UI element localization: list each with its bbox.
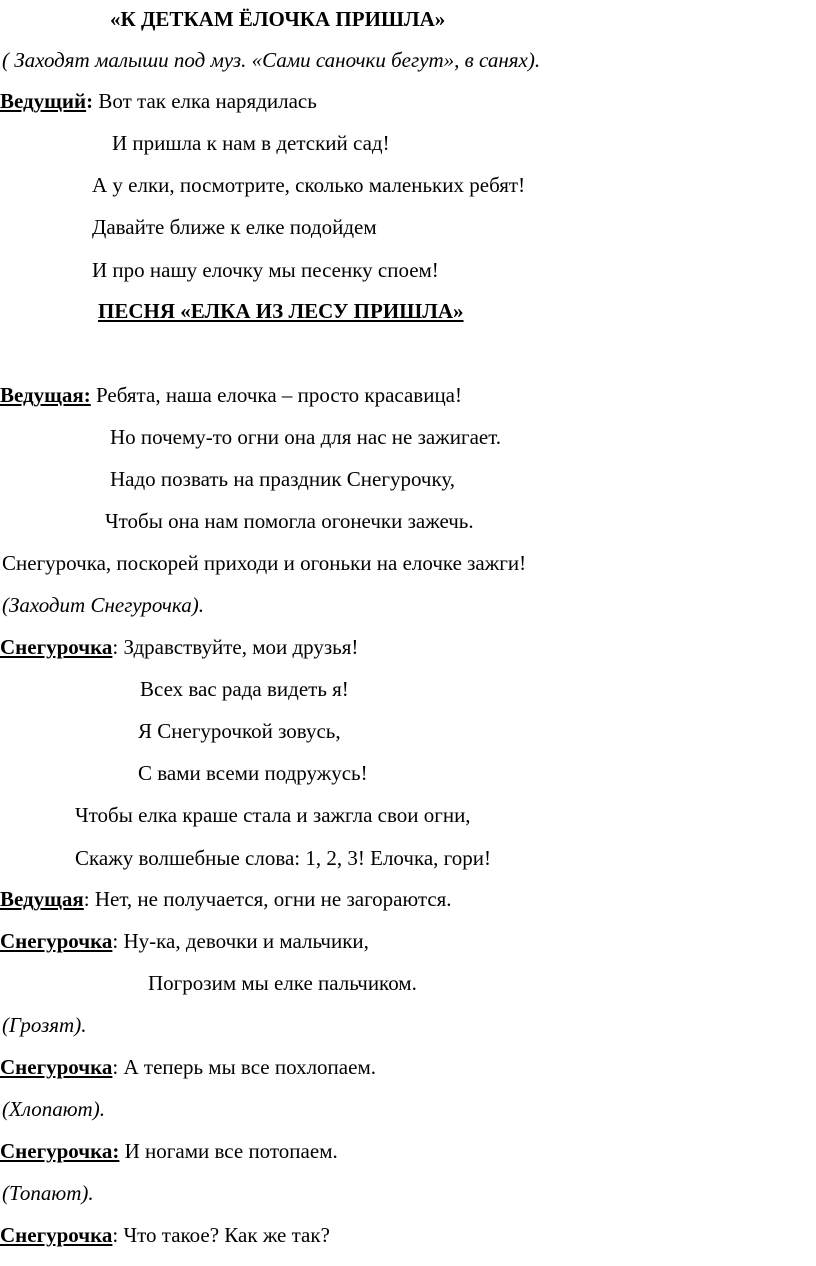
speech-line: Надо позвать на праздник Снегурочку, (110, 467, 456, 491)
speaker-name: Снегурочка (0, 1223, 113, 1247)
speech-text: : Что такое? Как же так? (112, 1223, 330, 1247)
speech-line: Скажу волшебные слова: 1, 2, 3! Елочка, гори! (75, 846, 491, 870)
stage-direction: (Грозят). (2, 1013, 87, 1037)
speech-line (0, 1222, 330, 1248)
speech-line (0, 88, 317, 114)
speech-line (0, 1054, 376, 1080)
speech-line: Я Снегурочкой зовусь, (138, 719, 341, 743)
speech-text: : Здравствуйте, мои друзья! (112, 635, 359, 659)
speech-line: Но почему-то огни она для нас не зажигает. (110, 425, 502, 449)
speech-text: Ребята, наша елочка – просто красавица! (90, 383, 462, 407)
speaker-colon: : (86, 89, 94, 113)
speech-text: И ногами все потопаем. (119, 1139, 338, 1163)
document-title: «К ДЕТКАМ ЁЛОЧКА ПРИШЛА» (110, 7, 446, 31)
speech-line: Чтобы елка краше стала и зажгла свои огни, (75, 803, 471, 827)
speaker-name: Снегурочка (0, 1055, 113, 1079)
stage-direction: (Хлопают). (2, 1097, 105, 1121)
speech-line: Давайте ближе к елке подойдем (92, 215, 377, 239)
speech-text: : Ну-ка, девочки и мальчики, (112, 929, 369, 953)
stage-direction: (Заходит Снегурочка). (2, 593, 204, 617)
speech-line: Погрозим мы елке пальчиком. (148, 971, 417, 995)
speech-line (0, 1138, 338, 1164)
speech-line: И пришла к нам в детский сад! (112, 131, 390, 155)
speaker-name: Ведущий (0, 89, 87, 113)
speech-line: С вами всеми подружусь! (138, 761, 368, 785)
speaker-name: Снегурочка: (0, 1139, 120, 1163)
speech-line: Снегурочка, поскорей приходи и огоньки на елочке зажги! (2, 551, 527, 575)
stage-direction-intro: ( Заходят малыши под муз. «Сами саночки бегут», в санях). (2, 48, 541, 72)
speech-line: Чтобы она нам помогла огонечки зажечь. (105, 509, 474, 533)
stage-direction: (Топают). (2, 1181, 94, 1205)
speech-text: : Нет, не получается, огни не загораются. (83, 887, 452, 911)
speaker-name: Снегурочка (0, 635, 113, 659)
speech-line (0, 886, 452, 912)
speech-text: : А теперь мы все похлопаем. (112, 1055, 376, 1079)
speech-line (0, 928, 369, 954)
speech-line: И про нашу елочку мы песенку споем! (92, 258, 439, 282)
speech-line (0, 634, 358, 660)
speech-line (0, 382, 462, 408)
song-heading: ПЕСНЯ «ЕЛКА ИЗ ЛЕСУ ПРИШЛА» (98, 299, 464, 323)
speaker-name: Ведущая: (0, 383, 91, 407)
speech-text: Вот так елка нарядилась (93, 89, 317, 113)
speech-line: Всех вас рада видеть я! (140, 677, 349, 701)
speaker-name: Ведущая (0, 887, 84, 911)
speech-line: А у елки, посмотрите, сколько маленьких ребят! (92, 173, 526, 197)
speaker-name: Снегурочка (0, 929, 113, 953)
